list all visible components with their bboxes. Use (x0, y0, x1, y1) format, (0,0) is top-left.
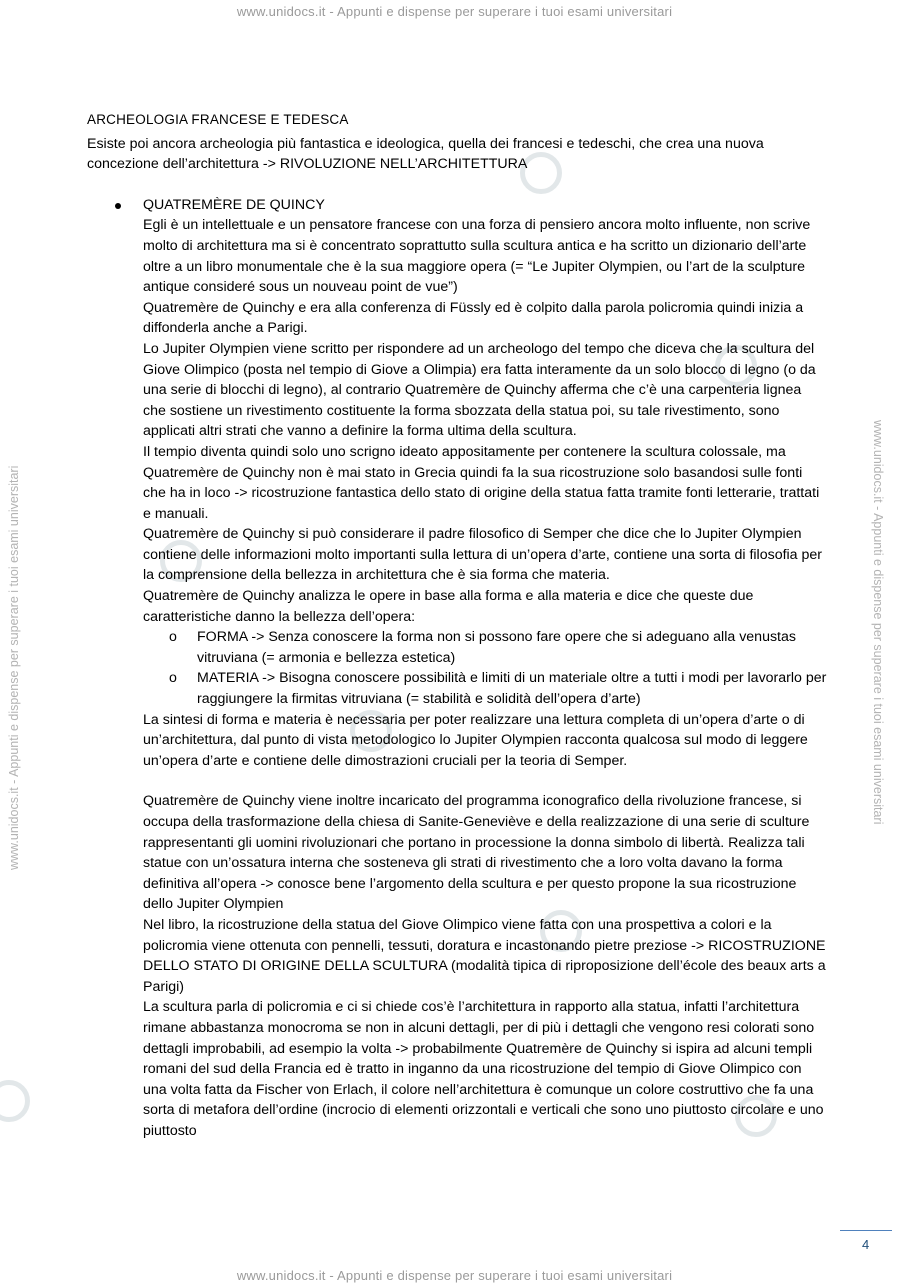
watermark-logo-icon (0, 1080, 30, 1122)
watermark-bottom: www.unidocs.it - Appunti e dispense per superare i tuoi esami universitari (236, 1268, 673, 1283)
sub-item-text: MATERIA -> Bisogna conoscere possibilità e limiti di un materiale oltre a tutti i modi per lavorarlo per raggiungere la firmitas vitruviana (= stabilità e solidità dell’opera d’arte) (197, 670, 827, 708)
watermark-top: www.unidocs.it - Appunti e dispense per superare i tuoi esami universitari (236, 4, 673, 19)
watermark-left: www.unidocs.it - Appunti e dispense per superare i tuoi esami universitari (7, 465, 21, 870)
sub-list (143, 627, 827, 709)
watermark-right: www.unidocs.it - Appunti e dispense per superare i tuoi esami universitari (871, 420, 885, 825)
paragraph: Quatremère de Quinchy si può considerare il padre filosofico di Semper che dice che lo Jupiter Olympien contiene delle informazioni molto importanti sulla lettura di un’opera d’arte, contiene una sorta di filosofia per la comprensione della bellezza in architettura che è sia forma che materia. (143, 526, 823, 584)
paragraph: La sintesi di forma e materia è necessaria per poter realizzare una lettura completa di un’opera d’arte o di un’architettura, dal punto di vista metodologico lo Jupiter Olympien racconta qualcosa sul modo di leggere un’opera d’arte e contiene delle dimostrazioni cruciali per la teoria di Semper. (143, 711, 808, 769)
paragraph: La scultura parla di policromia e ci si chiede cos’è l’architettura in rapporto alla statua, infatti l’architettura rimane abbastanza monocroma se non in alcuni dettagli, per di più i dettagli che vengono resi colorati sono dettagli improbabili, ad esempio la volta -> probabilmente Quatremère de Quinchy si ispira ad alcuni templi romani del sud della Francia ed è tratto in inganno da una ricostruzione del tempio di Giove Olimpico con una volta fatta da Fischer von Erlach, il colore nell’architettura è comunque un colore costruttivo che fa una sorta di metafora dell’ordine (incrocio di elementi orizzontali e verticali che sono uno piuttosto circolare e uno piuttosto (143, 999, 824, 1139)
sub-list-item (143, 627, 827, 668)
sub-item-text: FORMA -> Senza conoscere la forma non si possono fare opere che si adeguano alla venustas vitruviana (= armonia e bellezza estetica) (197, 629, 796, 666)
intro-paragraph: Esiste poi ancora archeologia più fantastica e ideologica, quella dei francesi e tedeschi, che crea una nuova concezione dell’architettura -> RIVOLUZIONE NELL’ARCHITETTURA (87, 135, 764, 173)
sub-list-item (143, 668, 827, 709)
bullet-item (87, 195, 827, 1142)
paragraph: Egli è un intellettuale e un pensatore francese con una forza di pensiero ancora molto influente, non scrive molto di architettura ma si è concentrato soprattutto sulla scultura antica e ha scritto un dizionario dell’arte oltre a un libro monumentale che è la sua maggiore opera (= “Le Jupiter Olympien, ou l’art de la sculpture antique consideré sous un nouveau point de vue”) (143, 217, 811, 296)
paragraph: Il tempio diventa quindi solo uno scrigno ideato appositamente per contenere la scultura colossale, ma Quatremère de Quinchy non è mai stato in Grecia quindi fa la sua ricostruzione solo basandosi sulle fonti che ha in loco -> ricostruzione fantastica dello stato di origine della statua fatta tramite fonti letterarie, trattati e manuali. (143, 443, 820, 522)
paragraph: Quatremère de Quinchy viene inoltre incaricato del programma iconografico della rivoluzione francese, si occupa della trasformazione della chiesa di Sanite-Geneviève e della realizzazione di una serie di sculture rappresentanti gli uomini rivoluzionari che portano in processione la donna simbolo di libertà. Realizza tali statue con un’ossatura interna che sosteneva gli strati di rivestimento che a loro volta davano la forma definitiva all’opera -> conosce bene l’argomento della scultura e per questo propone la sua ricostruzione dello Jupiter Olympien (143, 793, 810, 913)
bullet-dot-icon (115, 203, 121, 209)
section-heading: ARCHEOLOGIA FRANCESE E TEDESCA (87, 112, 349, 127)
paragraph: Nel libro, la ricostruzione della statua del Giove Olimpico viene fatta con una prospettiva a colori e la policromia viene ottenuta con pennelli, tessuti, doratura e incastonando pietre preziose -> RICOSTRUZIONE DELLO STATO DI ORIGINE DELLA SCULTURA (modalità tipica di riproposizione dell’école des beaux arts a Parigi) (143, 916, 826, 995)
bullet-title: QUATREMÈRE DE QUINCY (143, 196, 325, 213)
page-number: 4 (862, 1237, 870, 1252)
document-body (87, 110, 827, 1142)
sub-bullet-marker: o (169, 670, 177, 687)
paragraph: Quatremère de Quinchy analizza le opere in base alla forma e alla materia e dice che queste due caratteristiche danno la bellezza dell’opera: (143, 588, 754, 625)
paragraph: Lo Jupiter Olympien viene scritto per rispondere ad un archeologo del tempo che diceva che la scultura del Giove Olimpico (posta nel tempio di Giove a Olimpia) era fatta interamente da un solo blocco di legno (o da una serie di blocchi di legno), al contrario Quatremère de Quinchy afferma che c’è una carpenteria lignea che sostiene un rivestimento costituente la forma sbozzata della statua poi, su tale rivestimento, sono applicati altri strati che vanno a definire la forma ultima della scultura. (143, 340, 816, 440)
blank-line (143, 771, 827, 791)
sub-bullet-marker: o (169, 629, 177, 646)
footer-divider (840, 1230, 892, 1231)
paragraph: Quatremère de Quinchy e era alla conferenza di Füssly ed è colpito dalla parola policromia quindi inizia a diffonderla anche a Parigi. (143, 299, 804, 337)
